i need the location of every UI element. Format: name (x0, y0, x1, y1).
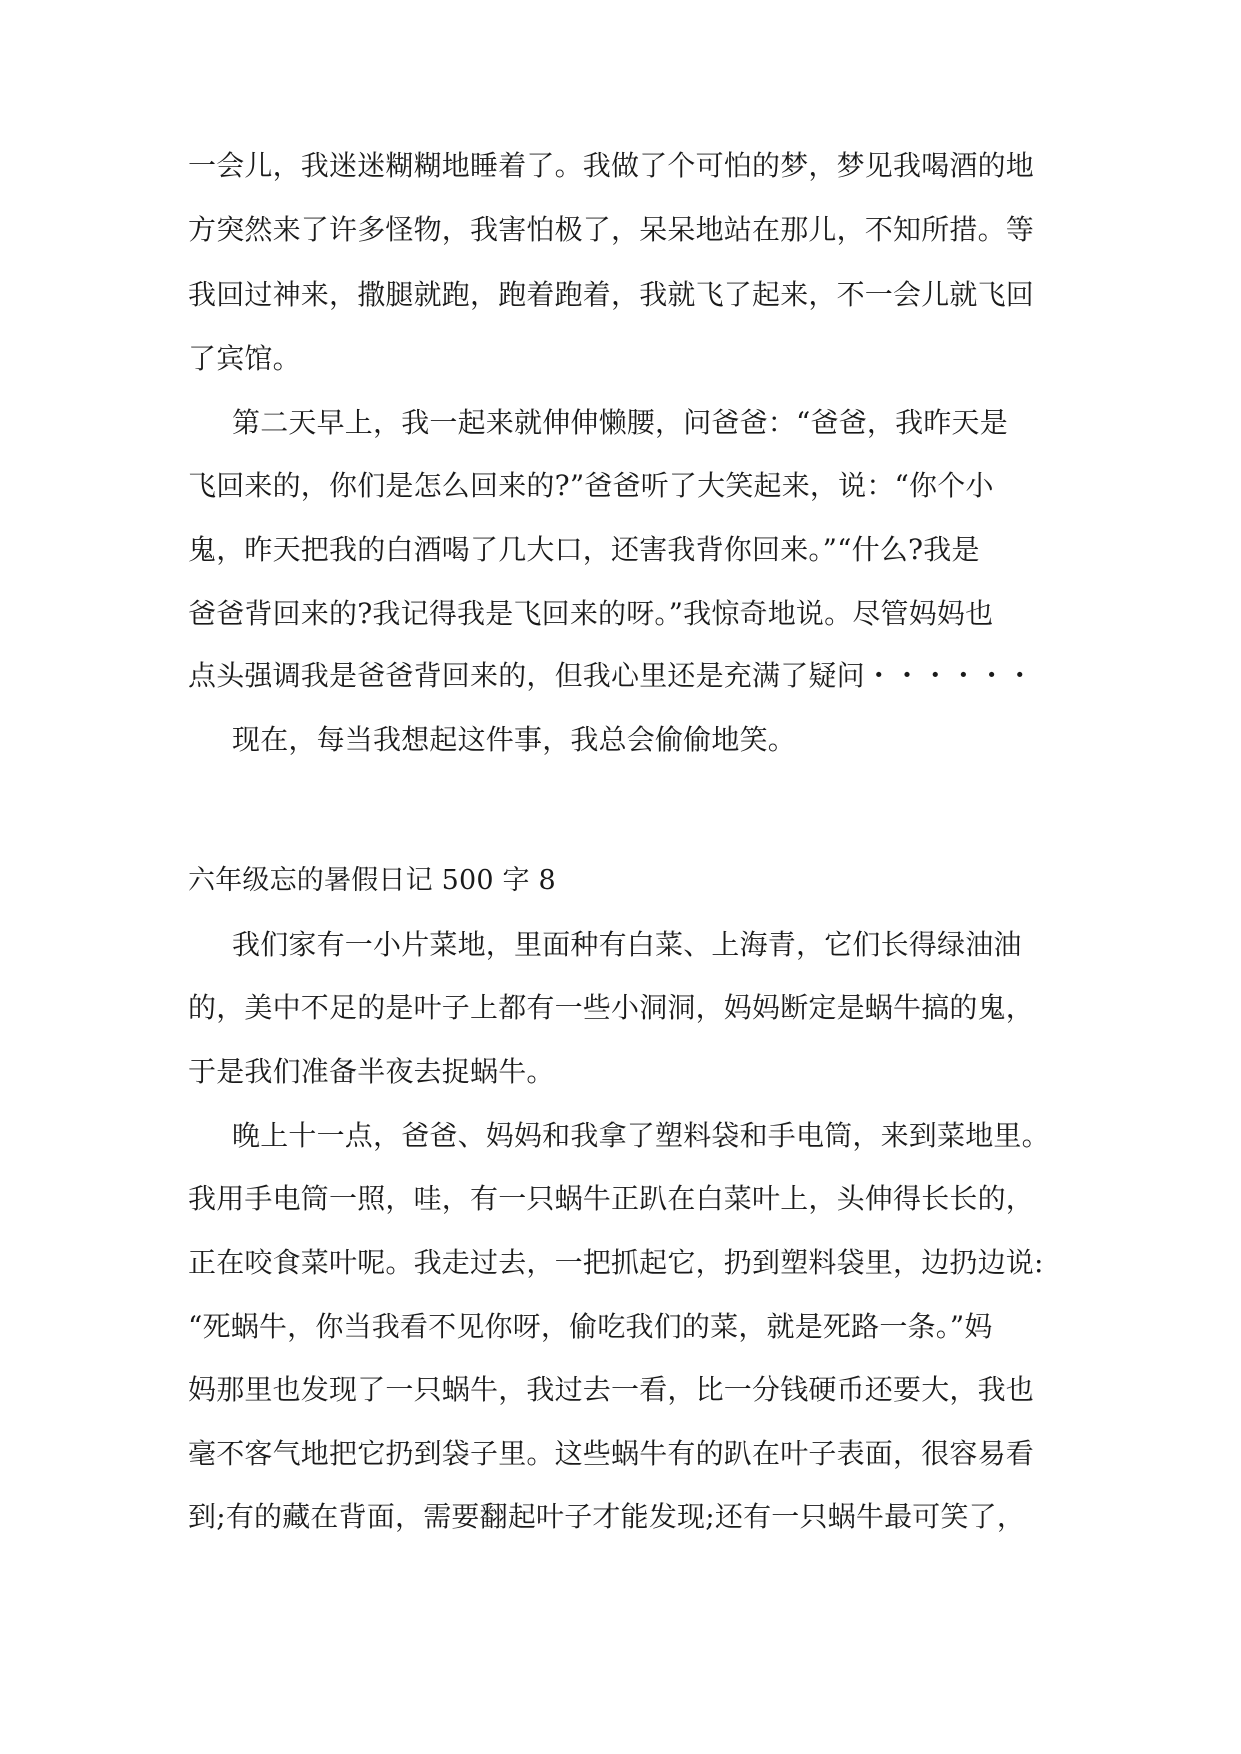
paragraph-line: 现在，每当我想起这件事，我总会偷偷地笑。 (232, 723, 797, 756)
paragraph-line: 爸爸背回来的?我记得我是飞回来的呀。”我惊奇地说。尽管妈妈也 (188, 597, 994, 630)
paragraph-line: 我用手电筒一照，哇，有一只蜗牛正趴在白菜叶上，头伸得长长的， (188, 1182, 1035, 1215)
paragraph-line: 鬼，昨天把我的白酒喝了几大口，还害我背你回来。”“什么?我是 (188, 533, 980, 566)
paragraph-line: “死蜗牛，你当我看不见你呀，偷吃我们的菜，就是死路一条。”妈 (188, 1310, 993, 1343)
paragraph-line: 的，美中不足的是叶子上都有一些小洞洞，妈妈断定是蜗牛搞的鬼， (188, 991, 1035, 1024)
paragraph-line: 我们家有一小片菜地，里面种有白菜、上海青，它们长得绿油油 (232, 928, 1022, 961)
paragraph-line: 一会儿，我迷迷糊糊地睡着了。我做了个可怕的梦，梦见我喝酒的地 (188, 149, 1035, 182)
paragraph-line: 了宾馆。 (188, 342, 301, 375)
paragraph-line: 晚上十一点，爸爸、妈妈和我拿了塑料袋和手电筒，来到菜地里。 (232, 1119, 1050, 1152)
paragraph-line: 正在咬食菜叶呢。我走过去，一把抓起它，扔到塑料袋里，边扔边说: (188, 1246, 1044, 1279)
paragraph-line: 我回过神来，撒腿就跑，跑着跑着，我就飞了起来，不一会儿就飞回 (188, 278, 1035, 311)
paragraph-line: 飞回来的，你们是怎么回来的?”爸爸听了大笑起来，说：“你个小 (188, 469, 994, 502)
paragraph-line: 于是我们准备半夜去捉蜗牛。 (188, 1055, 555, 1088)
paragraph-line: 毫不客气地把它扔到袋子里。这些蜗牛有的趴在叶子表面，很容易看 (188, 1437, 1035, 1470)
section-heading: 六年级忘的暑假日记 500 字 8 (188, 865, 556, 896)
paragraph-line: 妈那里也发现了一只蜗牛，我过去一看，比一分钱硬币还要大，我也 (188, 1373, 1035, 1406)
paragraph-line: 第二天早上，我一起来就伸伸懒腰，问爸爸：“爸爸，我昨天是 (232, 406, 1008, 439)
paragraph-line: 点头强调我是爸爸背回来的，但我心里还是充满了疑问・・・・・・ (188, 659, 1035, 692)
paragraph-line: 方突然来了许多怪物，我害怕极了，呆呆地站在那儿，不知所措。等 (188, 213, 1035, 246)
paragraph-line: 到;有的藏在背面，需要翻起叶子才能发现;还有一只蜗牛最可笑了， (188, 1500, 1026, 1533)
